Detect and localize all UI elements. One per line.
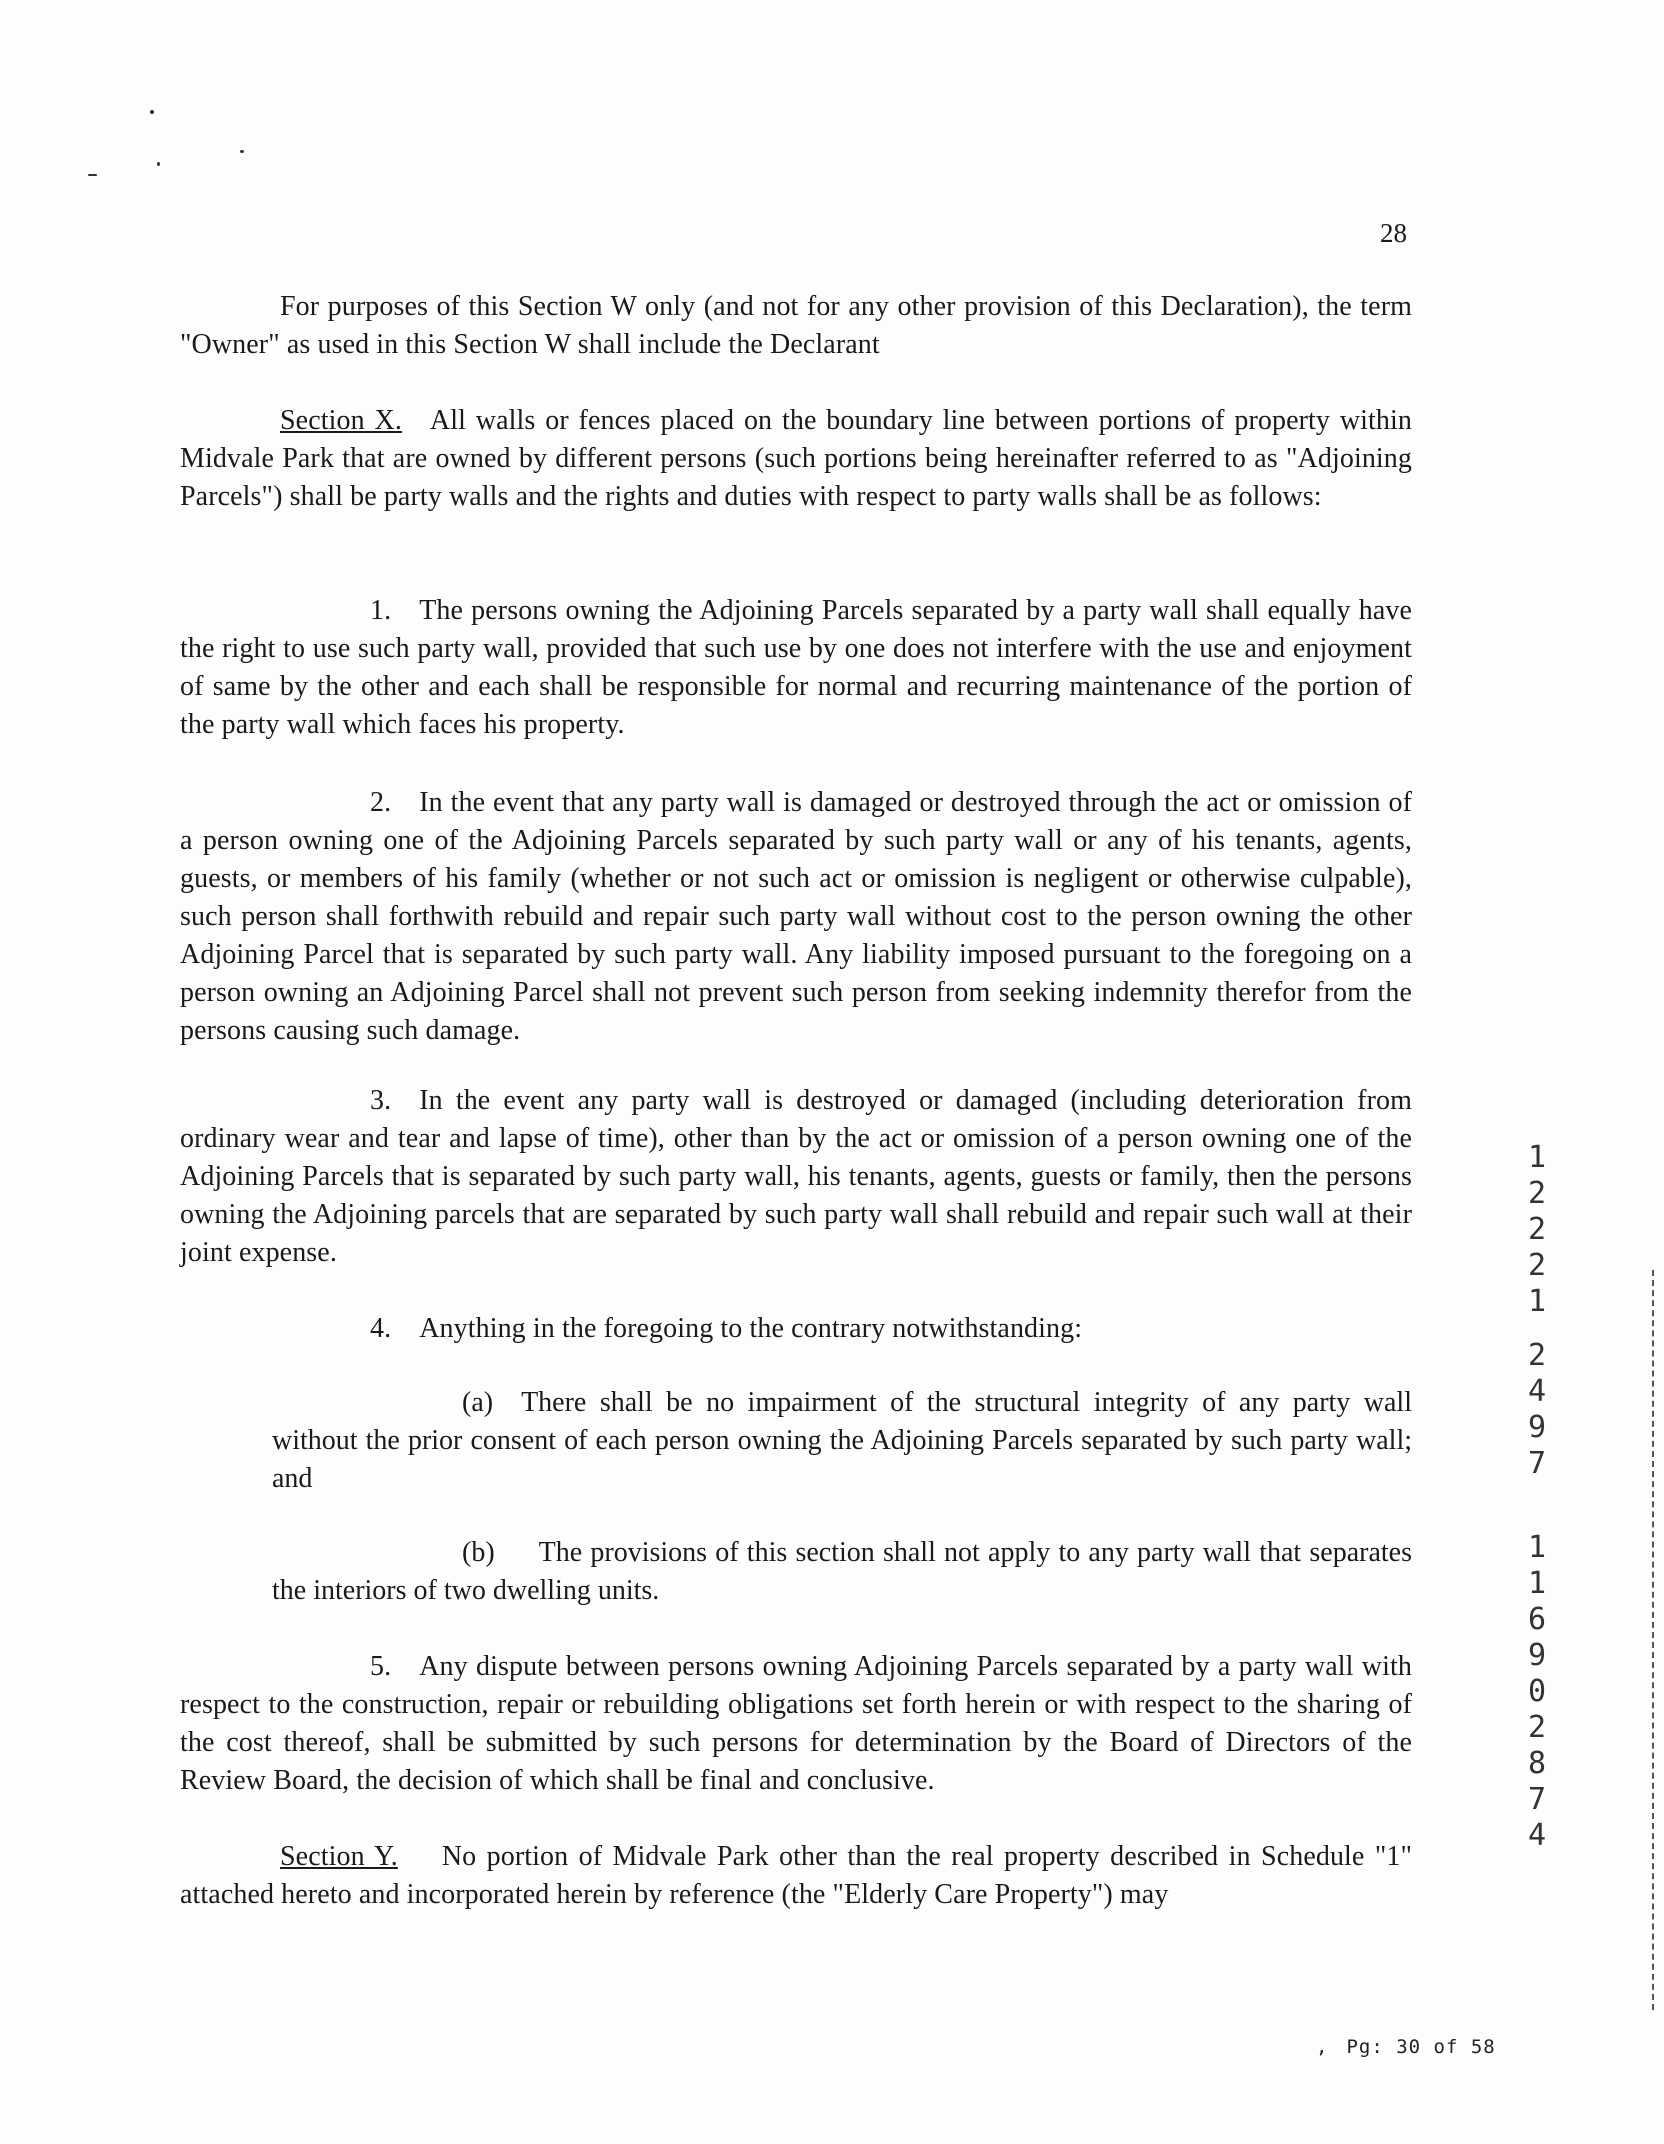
stamp-digit: 2: [1527, 1176, 1547, 1211]
page-number: 28: [1380, 218, 1407, 248]
item-number: 2.: [370, 787, 392, 818]
stamp-digit: 7: [1527, 1446, 1547, 1481]
item-paragraph-3: [180, 1082, 1412, 1272]
item-paragraph-2: [180, 784, 1412, 1050]
scan-edge-line: [1652, 1270, 1654, 2010]
stamp-digit: 2: [1527, 1212, 1547, 1247]
subitem-text: The provisions of this section shall not apply to any party wall that separates the interiors of two dwelling units.: [272, 1537, 1412, 1606]
item-text: In the event that any party wall is damaged or destroyed through the act or omission of a person owning one of the Adjoining Parcels separated by such party wall or any of his tenants, agents, guests, or members of his family (whether or not such act or omission is negligent or otherwise culpable), such person shall forthwith rebuild and repair such party wall without cost to the person owning the other Adjoining Parcel that is separated by such party wall. Any liability imposed pursuant to the foregoing on a person owning an Adjoining Parcel shall not prevent such person from seeking indemnity therefor from the persons causing such damage.: [180, 787, 1412, 1046]
section-y-heading: Section Y.: [280, 1841, 398, 1872]
scan-speck: [150, 110, 154, 114]
stamp-digit: 4: [1527, 1374, 1547, 1409]
stamp-digit: 1: [1527, 1140, 1547, 1175]
item-paragraph-1: [180, 592, 1412, 744]
scan-speck: [157, 162, 160, 166]
scan-speck: [88, 174, 97, 176]
stamp-digit: 9: [1527, 1410, 1547, 1445]
section-x-heading: Section X.: [280, 405, 402, 436]
intro-paragraph: For purposes of this Section W only (and not for any other provision of this Declaration), the term "Owner" as used in this Section W shall include the Declarant: [180, 291, 1412, 360]
section-x-paragraph: [180, 402, 1412, 516]
stamp-digit: 4: [1527, 1818, 1547, 1853]
item-number: 5.: [370, 1651, 392, 1682]
stamp-digit: 9: [1527, 1638, 1547, 1673]
item-text: The persons owning the Adjoining Parcels separated by a party wall shall equally have the right to use such party wall, provided that such use by one does not interfere with the use and enjoyment of same by the other and each shall be responsible for normal and recurring maintenance of the portion of the party wall which faces his property.: [180, 595, 1412, 740]
stamp-digit: 7: [1527, 1782, 1547, 1817]
section-x-text: All walls or fences placed on the boundary line between portions of property within Midvale Park that are owned by different persons (such portions being hereinafter referred to as "Adjoining Parcels") shall be party walls and the rights and duties with respect to party walls shall be as follows:: [180, 405, 1412, 512]
recording-stamp-group-3: [1522, 1530, 1552, 1854]
stamp-digit: 2: [1527, 1248, 1547, 1283]
subitem-label: (b): [462, 1537, 495, 1568]
subitem-label: (a): [462, 1387, 494, 1418]
stamp-digit: 6: [1527, 1602, 1547, 1637]
stamp-digit: 2: [1527, 1710, 1547, 1745]
section-y-text: No portion of Midvale Park other than the real property described in Schedule "1" attached hereto and incorporated herein by reference (the "Elderly Care Property") may: [180, 1841, 1412, 1910]
page-footer: , Pg: 30 of 58: [1316, 2036, 1496, 2058]
recording-stamp-group-2: [1522, 1338, 1552, 1482]
stamp-digit: 1: [1527, 1284, 1547, 1319]
stamp-digit: 0: [1527, 1674, 1547, 1709]
item-paragraph-4: [180, 1310, 1412, 1348]
item-number: 4.: [370, 1313, 392, 1344]
subitem-text: There shall be no impairment of the structural integrity of any party wall without the prior consent of each person owning the Adjoining Parcels separated by such party wall; and: [272, 1387, 1412, 1494]
item-number: 1.: [370, 595, 392, 626]
stamp-digit: 2: [1527, 1338, 1547, 1373]
item-paragraph-5: [180, 1648, 1412, 1800]
stamp-digit: 1: [1527, 1530, 1547, 1565]
item-text: In the event any party wall is destroyed or damaged (including deterioration from ordinary wear and tear and lapse of time), other than by the act or omission of a person owning one of the Adjoining Parcels that is separated by such party wall, his tenants, agents, guests or family, then the persons owning the Adjoining parcels that are separated by such party wall shall rebuild and repair such wall at their joint expense.: [180, 1085, 1412, 1268]
item-number: 3.: [370, 1085, 392, 1116]
scan-speck: [240, 150, 244, 153]
item-text: Any dispute between persons owning Adjoining Parcels separated by a party wall with respect to the construction, repair or rebuilding obligations set forth herein or with respect to the sharing of the cost thereof, shall be submitted by such persons for determination by the Board of Directors of the Review Board, the decision of which shall be final and conclusive.: [180, 1651, 1412, 1796]
stamp-digit: 1: [1527, 1566, 1547, 1601]
subitem-paragraph-a: [272, 1384, 1412, 1498]
stamp-digit: 8: [1527, 1746, 1547, 1781]
section-y-paragraph: [180, 1838, 1412, 1914]
item-text: Anything in the foregoing to the contrary notwithstanding:: [419, 1313, 1083, 1344]
page-count: Pg: 30 of 58: [1346, 2036, 1496, 2058]
subitem-paragraph-b: [272, 1534, 1412, 1610]
recording-stamp-group-1: [1522, 1140, 1552, 1320]
